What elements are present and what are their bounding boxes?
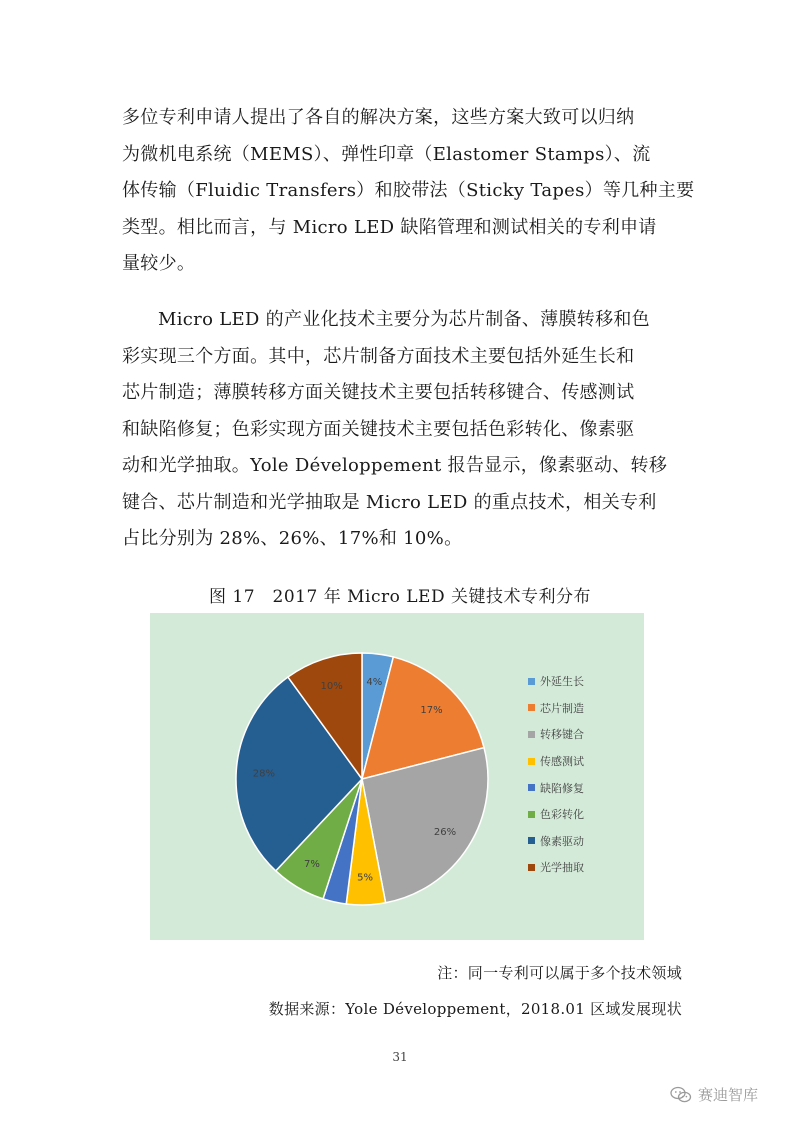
text-line: 芯片制造；薄膜转移方面关键技术主要包括转移键合、传感测试 <box>122 382 635 403</box>
slice-label: 26% <box>433 827 457 839</box>
slice-label: 17% <box>420 705 443 717</box>
legend-swatch <box>528 678 535 685</box>
wechat-icon <box>670 1086 692 1104</box>
legend-label: 传感测试 <box>540 755 584 769</box>
legend-label: 缺陷修复 <box>540 781 584 795</box>
text-line: 和缺陷修复；色彩实现方面关键技术主要包括色彩转化、像素驱 <box>122 418 635 440</box>
legend-label: 像素驱动 <box>540 834 584 848</box>
legend-item <box>528 854 584 881</box>
legend-swatch <box>528 864 535 871</box>
pie-chart <box>150 613 644 940</box>
legend-label: 色彩转化 <box>540 808 584 822</box>
slice-label: 28% <box>252 768 276 780</box>
text-line: 类型。相比而言，与 Micro LED 缺陷管理和测试相关的专利申请 <box>122 216 657 238</box>
legend-swatch <box>528 731 535 738</box>
legend-label: 光学抽取 <box>540 861 584 875</box>
legend-item <box>528 748 584 775</box>
text-line: 键合、芯片制造和光学抽取是 Micro LED 的重点技术，相关专利 <box>122 491 657 513</box>
text-line: Micro LED 的产业化技术主要分为芯片制备、薄膜转移和色 <box>158 309 650 330</box>
figure-caption: 图 17 2017 年 Micro LED 关键技术专利分布 <box>209 587 591 607</box>
legend-swatch <box>528 758 535 765</box>
text-line: 量较少。 <box>122 253 196 274</box>
brand-name: 赛迪智库 <box>697 1086 758 1104</box>
legend-label: 转移键合 <box>540 728 584 742</box>
brand-watermark <box>670 1084 758 1105</box>
page-number: 31 <box>392 1050 408 1064</box>
chart-note: 注：同一专利可以属于多个技术领域 <box>437 964 682 982</box>
slice-label: 4% <box>366 676 383 688</box>
legend-swatch <box>528 837 535 844</box>
legend-swatch <box>528 811 535 818</box>
legend-item <box>528 828 584 855</box>
slice-label: 10% <box>320 681 343 693</box>
legend-item <box>528 695 584 722</box>
text-line: 为微机电系统（MEMS）、弹性印章（Elastomer Stamps）、流 <box>122 143 651 165</box>
paragraph-2 <box>122 302 682 558</box>
legend-label: 芯片制造 <box>540 701 584 715</box>
legend-item <box>528 668 584 695</box>
legend-swatch <box>528 784 535 791</box>
slice-label: 5% <box>357 872 374 884</box>
slice-label: 7% <box>304 859 320 871</box>
data-source: 数据来源：Yole Développement，2018.01 区域发展现状 <box>268 1000 682 1018</box>
legend-item <box>528 801 584 828</box>
legend-item <box>528 721 584 748</box>
paragraph-1 <box>122 100 695 283</box>
text-line: 动和光学抽取。Yole Développement 报告显示，像素驱动、转移 <box>122 455 668 476</box>
text-line: 体传输（Fluidic Transfers）和胶带法（Sticky Tapes）等几种主要 <box>122 180 695 201</box>
legend-item <box>528 774 584 801</box>
legend-label: 外延生长 <box>540 675 584 689</box>
legend-swatch <box>528 704 535 711</box>
text-line: 占比分别为 28%、26%、17%和 10%。 <box>122 528 463 549</box>
text-line: 彩实现三个方面。其中，芯片制备方面技术主要包括外延生长和 <box>122 345 635 367</box>
text-line: 多位专利申请人提出了各自的解决方案，这些方案大致可以归纳 <box>122 107 635 128</box>
chart-legend <box>528 668 584 881</box>
